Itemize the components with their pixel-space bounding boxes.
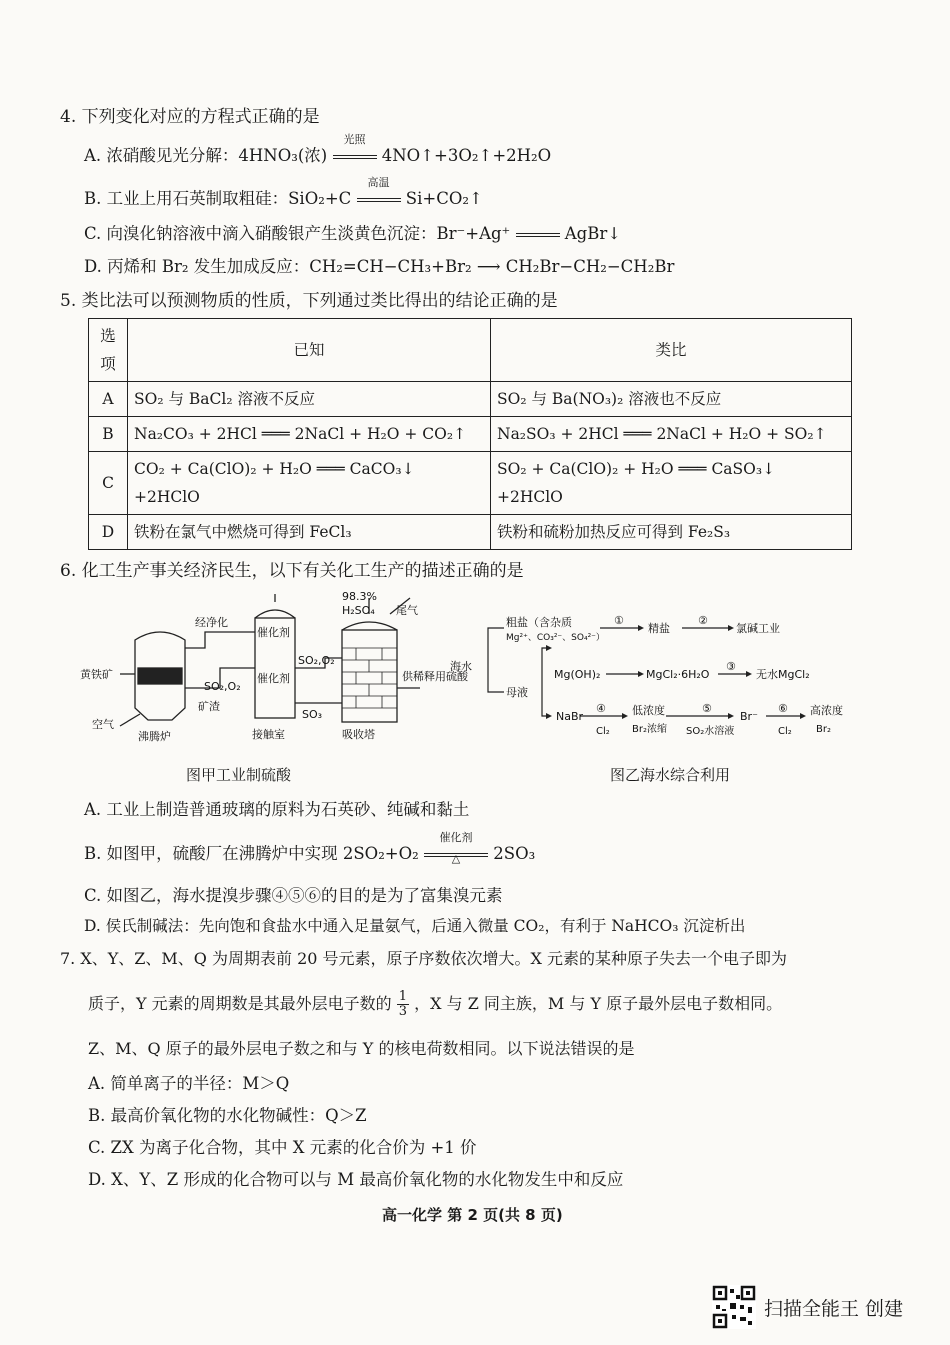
header-option: 选项 [89, 319, 128, 382]
label-step5: ⑤ [702, 702, 712, 715]
label-step1: ① [614, 614, 624, 627]
label-mgoh2: Mg(OH)₂ [554, 668, 601, 681]
q7-line1: 7. X、Y、Z、M、Q 为周期表前 20 号元素，原子序数依次增大。X 元素的某种原子失去一个电子即为 [60, 949, 788, 968]
q7-option-b: B. 最高价氧化物的水化物碱性：Q＞Z [88, 1106, 367, 1125]
table-header-row [89, 319, 852, 382]
label-step2: ② [698, 614, 708, 627]
figure-a-caption: 图甲工业制硫酸 [186, 766, 292, 784]
label-crude-salt: 粗盐（含杂质 [506, 616, 572, 629]
q7-option-c: C. ZX 为离子化合物，其中 X 元素的化合价为 +1 价 [88, 1138, 477, 1157]
row-key: A [89, 382, 128, 417]
furnace-bed [138, 668, 182, 684]
label-step4: ④ [596, 702, 606, 715]
label-so2o2-b: SO₂,O₂ [298, 654, 335, 667]
row-analogy: SO₂ + Ca(ClO)₂ + H₂O ═══ CaSO₃↓ +2HClO [491, 452, 852, 515]
label-so2o2-a: SO₂,O₂ [204, 680, 241, 693]
table-row [89, 515, 852, 550]
q6-option-a: A. 工业上制造普通玻璃的原料为石英砂、纯碱和黏土 [84, 800, 470, 819]
label-impurities: Mg²⁺、CO₃²⁻、SO₄²⁻） [506, 633, 605, 643]
label-so3: SO₃ [302, 708, 323, 721]
label-purify: 经净化 [195, 616, 228, 629]
label-slag: 矿渣 [198, 700, 220, 713]
figure-b-caption: 图乙海水综合利用 [610, 766, 731, 784]
page-footer: 高一化学 第 2 页(共 8 页) [382, 1206, 563, 1224]
label-cl2-b: Cl₂ [778, 726, 792, 737]
row-known: Na₂CO₃ + 2HCl ═══ 2NaCl + H₂O + CO₂↑ [128, 417, 491, 452]
label-catalyst-2: 催化剂 [257, 672, 290, 685]
q4-stem: 4. 下列变化对应的方程式正确的是 [60, 107, 320, 127]
label-mother-liquor: 母液 [506, 686, 528, 699]
label-dilute-acid: 供稀释用硫酸 [402, 670, 468, 683]
row-known: SO₂ 与 BaCl₂ 溶液不反应 [128, 382, 491, 417]
q4-option-c: C. 向溴化钠溶液中滴入硝酸银产生淡黄色沉淀：Br⁻+Ag⁺ AgBr↓ [84, 224, 622, 243]
q6-option-b: B. 如图甲，硫酸厂在沸腾炉中实现 2SO₂+O₂ 催化剂 △ 2SO₃ [84, 831, 536, 865]
label-refined-salt: 精盐 [648, 622, 670, 635]
row-analogy: SO₂ 与 Ba(NO₃)₂ 溶液也不反应 [491, 382, 852, 417]
label-so2-water: SO₂水溶液 [686, 726, 735, 737]
q7-option-d: D. X、Y、Z 形成的化合物可以与 M 最高价氧化物的水化物发生中和反应 [88, 1170, 624, 1189]
label-furnace: 沸腾炉 [138, 730, 171, 743]
label-nabr: NaBr [556, 710, 584, 723]
label-low-conc: 低浓度 [632, 704, 665, 717]
label-br-ion: Br⁻ [740, 710, 758, 723]
q4-option-d: D. 丙烯和 Br₂ 发生加成反应：CH₂=CH−CH₃+Br₂ ⟶ CH₂Br−CH₂−CH₂Br [84, 257, 675, 276]
q4-option-b: B. 工业上用石英制取粗硅：SiO₂+C 高温 Si+CO₂↑ [84, 176, 483, 208]
label-step6: ⑥ [778, 702, 788, 715]
qr-code-icon [712, 1285, 756, 1329]
label-seawater: 海水 [450, 660, 472, 673]
label-tail-gas: 尾气 [396, 604, 418, 617]
q6-option-c: C. 如图乙，海水提溴步骤④⑤⑥的目的是为了富集溴元素 [84, 886, 503, 905]
row-known: 铁粉在氯气中燃烧可得到 FeCl₃ [128, 515, 491, 550]
q7-option-a: A. 简单离子的半径：M＞Q [88, 1074, 290, 1093]
label-cl2-a: Cl₂ [596, 726, 610, 737]
row-analogy: Na₂SO₃ + 2HCl ═══ 2NaCl + H₂O + SO₂↑ [491, 417, 852, 452]
label-chlor-alkali: 氯碱工业 [736, 622, 780, 635]
label-br2-conc: Br₂浓缩 [632, 724, 667, 735]
label-catalyst-1: 催化剂 [257, 626, 290, 639]
label-air: 空气 [92, 718, 114, 731]
comparison-table [88, 318, 852, 550]
q7-line3: Z、M、Q 原子的最外层电子数之和与 Y 的核电荷数相同。以下说法错误的是 [88, 1039, 635, 1058]
table-row [89, 452, 852, 515]
label-mgcl2-hydrate: MgCl₂·6H₂O [646, 668, 710, 681]
scanner-watermark: 扫描全能王 创建 [764, 1298, 904, 1320]
label-step3: ③ [726, 660, 736, 673]
row-key: C [89, 452, 128, 515]
header-known: 已知 [128, 319, 491, 382]
label-h2so4: H₂SO₄ [342, 604, 375, 617]
row-key: B [89, 417, 128, 452]
q6-option-d: D. 侯氏制碱法：先向饱和食盐水中通入足量氨气，后通入微量 CO₂，有利于 NaHCO₃ 沉淀析出 [84, 917, 746, 935]
q5-stem: 5. 类比法可以预测物质的性质，下列通过类比得出的结论正确的是 [60, 291, 558, 311]
q6-stem: 6. 化工生产事关经济民生，以下有关化工生产的描述正确的是 [60, 561, 524, 581]
table-row [89, 417, 852, 452]
row-analogy: 铁粉和硫粉加热反应可得到 Fe₂S₃ [491, 515, 852, 550]
row-known: CO₂ + Ca(ClO)₂ + H₂O ═══ CaCO₃↓ +2HClO [128, 452, 491, 515]
label-pyrite: 黄铁矿 [80, 668, 113, 681]
label-contact-chamber: 接触室 [252, 728, 285, 741]
label-br2: Br₂ [816, 724, 831, 735]
row-key: D [89, 515, 128, 550]
seawater-diagram [450, 610, 870, 745]
label-h2so4-conc: 98.3% [342, 590, 377, 603]
header-analogy: 类比 [491, 319, 852, 382]
label-anhydrous-mgcl2: 无水MgCl₂ [756, 668, 810, 681]
fraction: $\frac{1}{3}$ [398, 989, 408, 1019]
label-absorber: 吸收塔 [342, 728, 375, 741]
table-row [89, 382, 852, 417]
q7-line2: 质子，Y 元素的周期数是其最外层电子数的 $\frac{1}{3}$ ，X 与 Z 同主族，M 与 Y 原子最外层电子数相同。 [88, 989, 783, 1019]
q4-option-a: A. 浓硝酸见光分解：4HNO₃(浓) 光照 4NO↑+3O₂↑+2H₂O [84, 133, 552, 165]
label-high-conc: 高浓度 [810, 704, 843, 717]
